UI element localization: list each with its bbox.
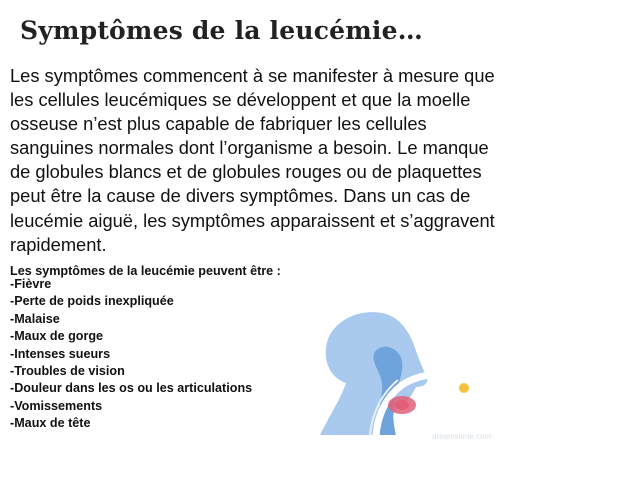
symptom-item: -Maux de gorge [10,329,104,344]
paragraph-line: Les symptômes commencent à se manifester à mesure que [10,65,495,86]
paragraph-line: de globules blancs et de globules rouges ou de plaquettes [10,161,482,183]
paragraph-line: sanguines normales dont l’organisme a besoin. Le manque [10,137,489,159]
symptom-list-heading: Les symptômes de la leucémie peuvent être : [10,264,281,278]
symptom-item: -Malaise [10,311,60,326]
watermark: dreamstime.com [432,432,492,441]
symptom-list [10,276,252,433]
symptom-item: -Maux de tête [10,416,91,431]
symptom-item: -Intenses sueurs [10,346,111,361]
paragraph-line: les cellules leucémiques se développent et que la moelle [10,89,471,111]
symptom-item: -Fièvre [10,277,52,291]
symptom-item: -Perte de poids inexpliquée [10,294,174,309]
symptom-item: -Troubles de vision [10,364,125,379]
symptom-item: -Douleur dans les os ou les articulations [10,381,253,396]
paragraph-line: rapidement. [10,233,107,255]
throat-illustration [290,305,520,435]
paragraph-line: peut être la cause de divers symptômes. Dans un cas de [10,185,471,207]
paragraph-line: osseuse n’est plus capable de fabriquer les cellules [10,113,427,135]
intro-paragraph [10,64,610,257]
paragraph-line: leucémie aiguë, les symptômes apparaissent et s’aggravent [10,209,495,231]
yellow-dot [459,383,469,393]
inflammation-core [395,400,409,410]
page-title: Symptômes de la leucémie… [20,16,423,45]
symptom-item: -Vomissements [10,398,103,413]
